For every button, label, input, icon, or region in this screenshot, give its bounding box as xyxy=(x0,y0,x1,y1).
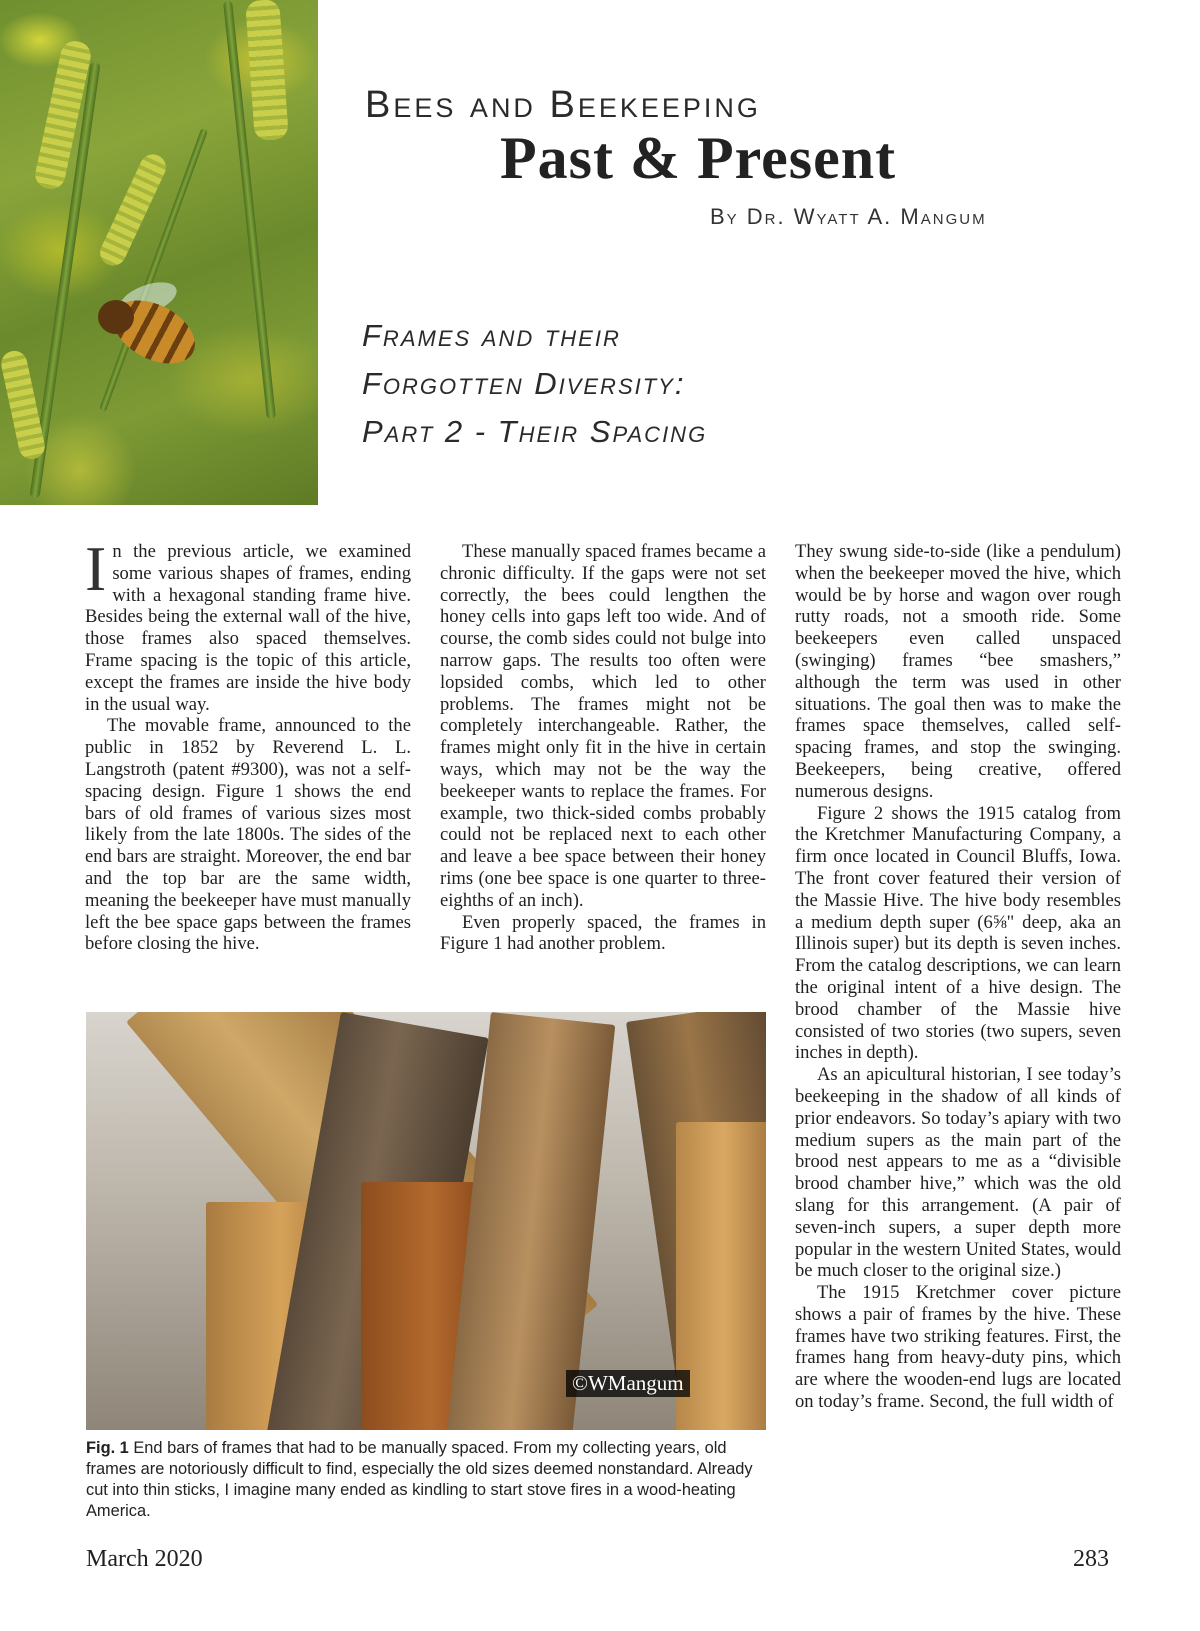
caption-text: End bars of frames that had to be manually spaced. From my collecting years, old frames are notoriously difficult to find, especially the old sizes deemed nonstandard. Already cut into thin sticks, I imagine many ended as kindling to start stove fires in a wood-heating America. xyxy=(86,1439,753,1520)
paragraph: They swung side-to-side (like a pendulum) when the beekeeper moved the hive, which would be by horse and wagon over rough rutty roads, not a smooth ride. Some beekeepers even called unspaced (swinging) frames “bee smashers,” although the term was used in other situations. The goal then was to make the frames space themselves, called self-spacing frames, and stop the swinging. Beekeepers, being creative, offered numerous designs. xyxy=(795,541,1121,802)
body-column-1 xyxy=(85,533,411,955)
body-column-3 xyxy=(795,541,1121,1413)
figure-1-photo-frame-end-bars xyxy=(86,1012,766,1430)
paragraph-text: n the previous article, we examined some various shapes of frames, ending with a hexagonal standing frame hive. Besides being the external wall of the hive, those frames also spaced themselves. Frame spacing is the topic of this article, except the frames are inside the hive body in the usual way. xyxy=(85,541,411,715)
issue-date: March 2020 xyxy=(86,1546,203,1572)
header-photo-bee-on-flowers xyxy=(0,0,318,505)
photo-watermark: ©WMangum xyxy=(566,1370,690,1397)
author-byline: By Dr. Wyatt A. Mangum xyxy=(710,204,987,229)
paragraph: Figure 2 shows the 1915 catalog from the Kretchmer Manufacturing Company, a firm once located in Council Bluffs, Iowa. The front cover featured their version of the Massie Hive. The hive body resembles a medium depth super (6⅝" deep, aka an Illinois super) but its depth is seven inches. From the catalog descriptions, we can learn the original intent of a hive design. The brood chamber of the Massie hive consisted of two stories (two supers, seven inches in depth). xyxy=(795,802,1121,1064)
main-title: Past & Present xyxy=(500,125,897,191)
paragraph: Even properly spaced, the frames in Figure 1 had another problem. xyxy=(440,911,766,955)
paragraph: As an apicultural historian, I see today’s beekeeping in the shadow of all kinds of prior endeavors. So today’s apiary with two medium supers as the main part of the brood nest appears to me as a “divisible brood chamber hive,” which was the old slang for this arrangement. (A pair of seven-inch supers, a super depth more popular in the western United States, would be much closer to the original size.) xyxy=(795,1064,1121,1282)
figure-1-caption xyxy=(86,1438,770,1522)
subtitle-line-3: Part 2 - Their Spacing xyxy=(362,414,708,449)
paragraph: The movable frame, announced to the public in 1852 by Reverend L. L. Langstroth (patent #9300), was not a self-spacing design. Figure 1 shows the end bars of old frames of various sizes most likely from the late 1800s. The sides of the end bars are straight. Moreover, the end bar and the top bar are the same width, meaning the beekeeper have must manually left the bee space gaps between the frames before closing the hive. xyxy=(85,715,411,955)
paragraph: These manually spaced frames became a chronic difficulty. If the gaps were not set correctly, the bees could lengthen the honey cells into gaps left too wide. And of course, the comb sides could not bulge into narrow gaps. The results too often were lopsided combs, which led to other problems. The frames might not be completely interchangeable. Rather, the frames might only fit in the hive in certain ways, which may not be the way the beekeeper wants to replace the frames. For example, two thick-sided combs probably could not be replaced next to each other and leave a bee space between their honey rims (one bee space is one quarter to three-eighths of an inch). xyxy=(440,541,766,911)
subtitle-line-1: Frames and their xyxy=(362,318,621,353)
article-subtitle xyxy=(362,312,707,456)
paragraph: The 1915 Kretchmer cover picture shows a pair of frames by the hive. These frames have two striking features. First, the frames hang from heavy-duty pins, which are where the wooden-end lugs are located on today’s frame. Second, the full width of xyxy=(795,1282,1121,1413)
drop-cap: I xyxy=(85,533,107,604)
page-number: 283 xyxy=(1073,1546,1109,1572)
figure-label: Fig. 1 xyxy=(86,1439,129,1457)
body-column-2 xyxy=(440,541,766,955)
subtitle-line-2: Forgotten Diversity: xyxy=(362,366,686,401)
series-title: Bees and Beekeeping xyxy=(365,84,761,126)
paragraph xyxy=(85,533,411,715)
bee-head xyxy=(98,300,134,334)
